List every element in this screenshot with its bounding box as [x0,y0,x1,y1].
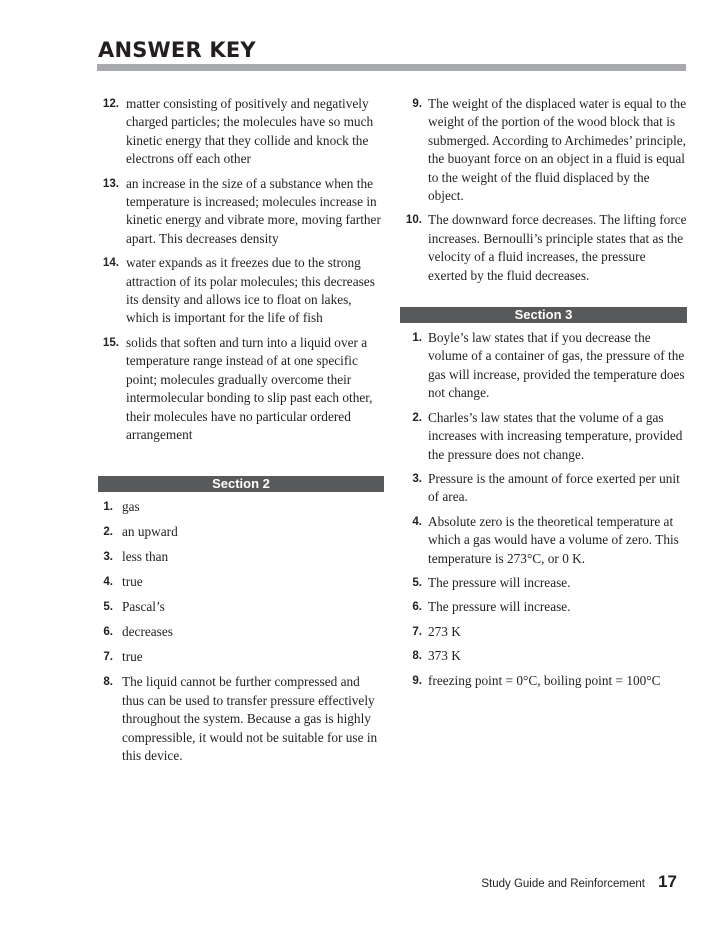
item-text: gas [122,499,140,515]
answer-item [98,548,384,566]
right-column [400,95,687,696]
answer-item [400,598,687,616]
item-number: 7. [103,650,113,664]
section-2-list [98,498,384,765]
item-number: 3. [412,471,422,485]
item-number: 9. [412,673,422,687]
item-text: Charles’s law states that the volume of a gas increases with increasing temperature, provided the pressure does not change. [428,409,683,462]
item-text: Pascal’s [122,599,165,615]
answer-item [98,523,384,541]
item-text: Absolute zero is the theoretical temperature at which a gas would have a volume of zero. This temperature is 273°C, or 0 K. [428,513,679,566]
item-text: true [122,649,143,665]
item-text: an increase in the size of a substance when the temperature is increased; molecules increase in kinetic energy and vibrate more, moving farther apart. This decreases density [126,175,381,246]
item-text: solids that soften and turn into a liquid over a temperature range instead of at one specific point; molecules gradually overcome their intermolecular bonding to slip past each other, their molecules have no particular ordered arrangement [126,334,373,442]
answer-item [400,623,687,641]
answer-item [400,470,687,507]
item-number: 14. [102,256,119,270]
item-number: 4. [103,575,113,589]
answer-item [400,647,687,665]
item-number: 2. [412,410,422,424]
item-text: 273 K [428,623,461,639]
item-text: decreases [122,624,173,640]
item-text: The liquid cannot be further compressed and thus can be used to transfer pressure effectively throughout the system. Because a gas is highly compressible, it would not be suitable for use in this device. [122,674,378,763]
item-number: 6. [412,600,422,614]
item-text: The weight of the displaced water is equal to the weight of the portion of the wood block that is submerged. According to Archimedes’ principle, the buoyant force on an object in a fluid is equal to the weight of the fluid displaced by the object. [428,96,687,204]
item-text: less than [122,549,169,565]
left-column [98,95,384,772]
item-number: 15. [102,335,119,349]
answer-item [98,334,384,444]
answer-item [400,211,687,285]
title-rule [97,64,686,71]
item-number: 7. [412,624,422,638]
answer-item [400,409,687,464]
answer-item [98,498,384,516]
item-text: matter consisting of positively and negatively charged particles; the molecules have so much kinetic energy that they collide and knock the electrons off each other [126,96,374,167]
answer-item [98,673,384,765]
section-3-header: Section 3 [400,307,687,323]
item-number: 8. [412,649,422,663]
section-2-header: Section 2 [98,476,384,492]
item-number: 6. [103,625,113,639]
item-number: 12. [102,97,119,110]
answer-item [98,623,384,641]
item-number: 3. [103,550,113,564]
item-text: The downward force decreases. The lifting force increases. Bernoulli’s principle states that as the velocity of a fluid increases, the pressure exerted by the fluid decreases. [428,212,687,283]
item-number: 10. [405,213,422,227]
item-number: 5. [412,575,422,589]
item-number: 5. [103,600,113,614]
item-number: 9. [412,97,422,110]
answer-item [98,648,384,666]
page-number: 17 [658,872,677,891]
item-number: 1. [103,500,113,514]
page-title: ANSWER KEY [98,38,256,62]
item-number: 2. [103,525,113,539]
item-text: The pressure will increase. [428,599,571,615]
item-text: 373 K [428,648,461,664]
footer-book-title: Study Guide and Reinforcement [481,878,645,890]
item-number: 4. [412,514,422,528]
item-text: an upward [122,524,178,540]
item-text: freezing point = 0°C, boiling point = 100°C [428,672,661,688]
item-text: Pressure is the amount of force exerted per unit of area. [428,470,680,505]
item-number: 13. [102,176,119,190]
item-text: water expands as it freezes due to the strong attraction of its polar molecules; this decreases its density and allows ice to float on lakes, which is important for the life of fish [126,255,375,326]
item-text: The pressure will increase. [428,574,571,590]
answer-item [98,254,384,328]
item-text: true [122,574,143,590]
item-text: Boyle’s law states that if you decrease the volume of a container of gas, the pressure of the gas will increase, provided the temperature does not change. [428,330,685,401]
answer-item [400,513,687,568]
answer-item [400,95,687,205]
answer-item [98,175,384,249]
answer-item [400,574,687,592]
answer-item [400,329,687,403]
answer-item [98,598,384,616]
item-number: 8. [103,675,113,689]
item-number: 1. [412,331,422,345]
answer-item [98,573,384,591]
answer-item [400,672,687,690]
answer-item [98,95,384,169]
